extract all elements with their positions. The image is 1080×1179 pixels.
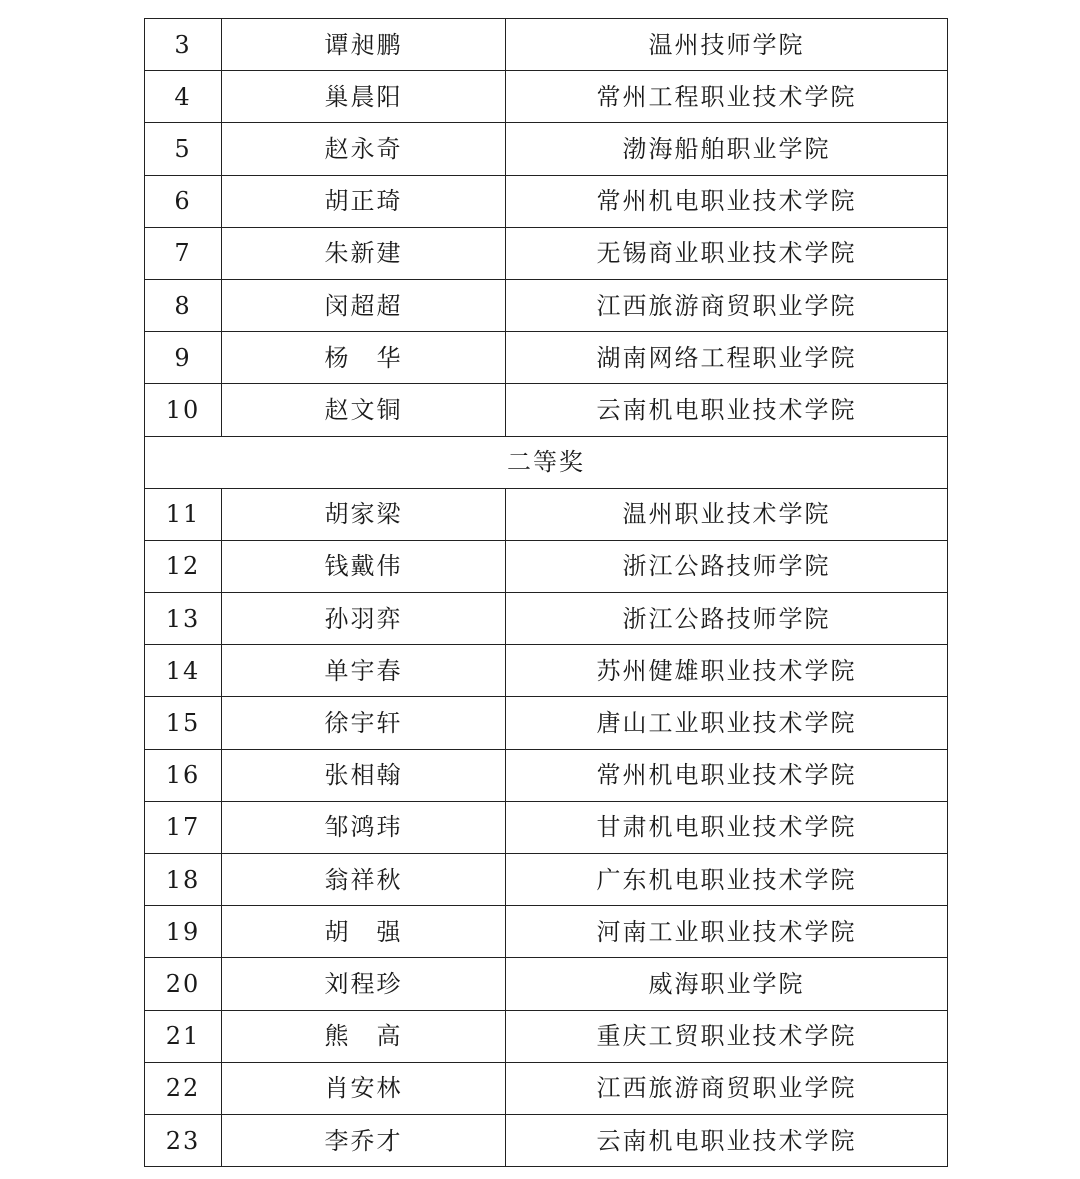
table-row bbox=[145, 19, 948, 71]
school-name: 苏州健雄职业技术学院 bbox=[506, 645, 948, 697]
winner-name: 胡正琦 bbox=[222, 175, 506, 227]
winner-name: 钱戴伟 bbox=[222, 540, 506, 592]
winner-name: 朱新建 bbox=[222, 227, 506, 279]
row-number: 17 bbox=[145, 801, 222, 853]
section-header-row bbox=[145, 436, 948, 488]
row-number: 10 bbox=[145, 384, 222, 436]
table-row bbox=[145, 906, 948, 958]
row-number: 15 bbox=[145, 697, 222, 749]
winner-name: 胡家梁 bbox=[222, 488, 506, 540]
winner-name: 赵文铜 bbox=[222, 384, 506, 436]
row-number: 23 bbox=[145, 1114, 222, 1166]
school-name: 甘肃机电职业技术学院 bbox=[506, 801, 948, 853]
school-name: 浙江公路技师学院 bbox=[506, 540, 948, 592]
table-row bbox=[145, 645, 948, 697]
table-row bbox=[145, 279, 948, 331]
row-number: 19 bbox=[145, 906, 222, 958]
row-number: 16 bbox=[145, 749, 222, 801]
winner-name: 张相翰 bbox=[222, 749, 506, 801]
winner-name: 邹鸿玮 bbox=[222, 801, 506, 853]
table-row bbox=[145, 697, 948, 749]
table-row bbox=[145, 175, 948, 227]
row-number: 21 bbox=[145, 1010, 222, 1062]
table-row bbox=[145, 1062, 948, 1114]
winner-name: 巢晨阳 bbox=[222, 71, 506, 123]
winner-name: 孙羽弈 bbox=[222, 593, 506, 645]
table-row bbox=[145, 384, 948, 436]
table-row bbox=[145, 593, 948, 645]
school-name: 江西旅游商贸职业学院 bbox=[506, 1062, 948, 1114]
winner-name: 单宇春 bbox=[222, 645, 506, 697]
table-row bbox=[145, 123, 948, 175]
section-label: 二等奖 bbox=[145, 436, 948, 488]
award-list-table bbox=[144, 18, 948, 1167]
school-name: 温州技师学院 bbox=[506, 19, 948, 71]
row-number: 12 bbox=[145, 540, 222, 592]
row-number: 14 bbox=[145, 645, 222, 697]
school-name: 云南机电职业技术学院 bbox=[506, 384, 948, 436]
winner-name: 谭昶鹏 bbox=[222, 19, 506, 71]
school-name: 广东机电职业技术学院 bbox=[506, 854, 948, 906]
school-name: 云南机电职业技术学院 bbox=[506, 1114, 948, 1166]
winner-name: 刘程珍 bbox=[222, 958, 506, 1010]
table-row bbox=[145, 332, 948, 384]
winner-name: 徐宇轩 bbox=[222, 697, 506, 749]
row-number: 4 bbox=[145, 71, 222, 123]
school-name: 无锡商业职业技术学院 bbox=[506, 227, 948, 279]
winner-name: 杨 华 bbox=[222, 332, 506, 384]
school-name: 湖南网络工程职业学院 bbox=[506, 332, 948, 384]
school-name: 常州机电职业技术学院 bbox=[506, 175, 948, 227]
school-name: 唐山工业职业技术学院 bbox=[506, 697, 948, 749]
winner-name: 李乔才 bbox=[222, 1114, 506, 1166]
row-number: 6 bbox=[145, 175, 222, 227]
row-number: 20 bbox=[145, 958, 222, 1010]
school-name: 温州职业技术学院 bbox=[506, 488, 948, 540]
row-number: 18 bbox=[145, 854, 222, 906]
school-name: 常州机电职业技术学院 bbox=[506, 749, 948, 801]
winner-name: 闵超超 bbox=[222, 279, 506, 331]
row-number: 11 bbox=[145, 488, 222, 540]
row-number: 8 bbox=[145, 279, 222, 331]
winner-name: 翁祥秋 bbox=[222, 854, 506, 906]
winner-name: 胡 强 bbox=[222, 906, 506, 958]
table-row bbox=[145, 854, 948, 906]
winner-name: 熊 高 bbox=[222, 1010, 506, 1062]
school-name: 威海职业学院 bbox=[506, 958, 948, 1010]
table-row bbox=[145, 488, 948, 540]
row-number: 5 bbox=[145, 123, 222, 175]
row-number: 13 bbox=[145, 593, 222, 645]
school-name: 浙江公路技师学院 bbox=[506, 593, 948, 645]
table-row bbox=[145, 1010, 948, 1062]
table-row bbox=[145, 749, 948, 801]
table-row bbox=[145, 227, 948, 279]
row-number: 7 bbox=[145, 227, 222, 279]
school-name: 重庆工贸职业技术学院 bbox=[506, 1010, 948, 1062]
school-name: 江西旅游商贸职业学院 bbox=[506, 279, 948, 331]
school-name: 渤海船舶职业学院 bbox=[506, 123, 948, 175]
table-row bbox=[145, 540, 948, 592]
table-row bbox=[145, 1114, 948, 1166]
winner-name: 赵永奇 bbox=[222, 123, 506, 175]
school-name: 常州工程职业技术学院 bbox=[506, 71, 948, 123]
award-list-body bbox=[145, 19, 948, 1167]
row-number: 22 bbox=[145, 1062, 222, 1114]
table-row bbox=[145, 71, 948, 123]
school-name: 河南工业职业技术学院 bbox=[506, 906, 948, 958]
table-row bbox=[145, 958, 948, 1010]
winner-name: 肖安林 bbox=[222, 1062, 506, 1114]
row-number: 9 bbox=[145, 332, 222, 384]
row-number: 3 bbox=[145, 19, 222, 71]
table-row bbox=[145, 801, 948, 853]
